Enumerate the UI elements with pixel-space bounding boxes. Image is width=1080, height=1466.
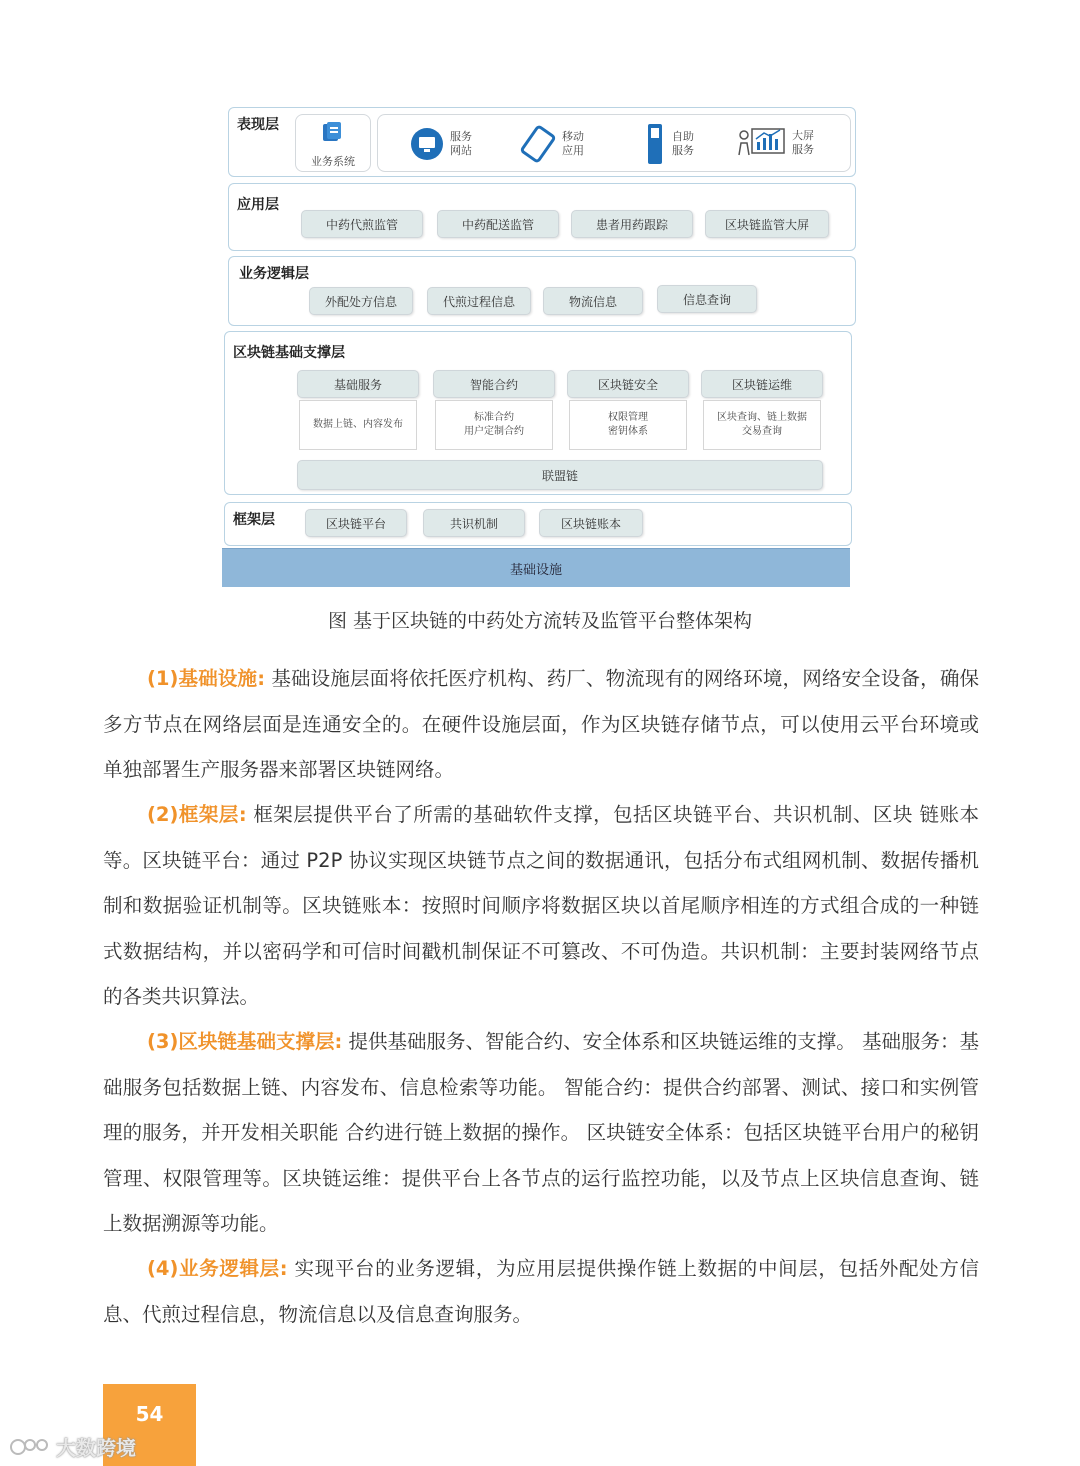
channel-label: 移动 应用 — [562, 130, 584, 157]
layer-title: 应用层 — [237, 197, 279, 213]
layer-title: 区块链基础支撑层 — [233, 345, 345, 361]
paragraph-label: (3)区块链基础支撑层: — [147, 1030, 343, 1053]
business-logic-layer — [228, 256, 856, 326]
module-title: 智能合约 — [433, 370, 555, 398]
application-layer — [228, 183, 856, 251]
figure-caption: 图 基于区块链的中药处方流转及监管平台整体架构 — [327, 610, 753, 632]
framework-item: 区块链账本 — [539, 509, 643, 537]
blockchain-support-layer — [224, 331, 852, 495]
app-item: 中药配送监管 — [437, 210, 559, 238]
channel-kiosk — [646, 123, 694, 165]
paragraph-label: (4)业务逻辑层: — [147, 1257, 288, 1280]
document-icon — [321, 121, 343, 143]
channel-label: 服务 网站 — [450, 130, 472, 157]
bigscreen-icon — [736, 125, 788, 161]
paragraph-business-logic — [103, 1246, 979, 1337]
module-title: 区块链安全 — [567, 370, 689, 398]
channel-label: 自助 服务 — [672, 130, 694, 157]
module-detail: 标准合约 用户定制合约 — [435, 400, 553, 450]
channel-bigscreen — [736, 125, 814, 161]
app-item: 患者用药跟踪 — [571, 210, 693, 238]
app-item: 中药代煎监管 — [301, 210, 423, 238]
paragraph-text: 基础设施层面将依托医疗机构、药厂、物流现有的网络环境，网络安全设备，确保多方节点在网络层面是连通安全的。在硬件设施层面，作为区块链存储节点，可以使用云平台环境或单独部署生产服务器来部署区块链网络。 — [103, 667, 979, 781]
watermark — [8, 1432, 136, 1461]
layer-title: 框架层 — [233, 512, 275, 528]
layer-title: 业务逻辑层 — [239, 266, 309, 282]
module-title: 基础服务 — [297, 370, 419, 398]
module-detail: 权限管理 密钥体系 — [569, 400, 687, 450]
infrastructure-bar: 基础设施 — [222, 548, 850, 587]
logic-item: 信息查询 — [657, 285, 757, 313]
paragraph-text: 实现平台的业务逻辑，为应用层提供操作链上数据的中间层，包括外配处方信息、代煎过程信息，物流信息以及信息查询服务。 — [103, 1257, 979, 1326]
kiosk-icon — [646, 123, 664, 165]
paragraph-blockchain-support — [103, 1019, 979, 1247]
paragraph-text: 提供基础服务、智能合约、安全体系和区块链运维的支撑。 基础服务：基础服务包括数据上链、内容发布、信息检索等功能。 智能合约：提供合约部署、测试、接口和实例管理的服务，并开发相关职能 合约进行链上数据的操作。 区块链安全体系：包括区块链平台用户的秘钥管理、权限管理等。区块链运维：提供平台上各节点的运行监控功能，以及节点上区块信息查询、链上数据溯源等功能。 — [103, 1030, 979, 1235]
page-number-text: 54 — [135, 1402, 164, 1426]
alliance-chain-bar: 联盟链 — [297, 460, 823, 490]
channel-label: 大屏 服务 — [792, 129, 814, 156]
biz-system-box — [295, 114, 371, 172]
logic-item: 代煎过程信息 — [427, 287, 531, 315]
module-title: 区块链运维 — [701, 370, 823, 398]
monitor-icon — [410, 127, 444, 161]
presentation-layer — [228, 107, 856, 177]
paragraph-infrastructure — [103, 656, 979, 793]
logic-item: 物流信息 — [543, 287, 643, 315]
channel-mobile — [518, 125, 584, 163]
watermark-text: 大数跨境 — [56, 1436, 136, 1460]
module-detail: 数据上链、内容发布 — [299, 400, 417, 450]
paragraph-framework — [103, 792, 979, 1020]
paragraph-label: (2)框架层: — [147, 803, 247, 826]
framework-layer — [224, 502, 852, 546]
channels-box — [377, 114, 851, 172]
watermark-logo-icon — [8, 1436, 52, 1458]
paragraph-text: 框架层提供平台了所需的基础软件支撑，包括区块链平台、共识机制、区块 链账本等。区块链平台：通过 P2P 协议实现区块链节点之间的数据通讯，包括分布式组网机制、数据传播机制和数据验证机制等。区块链账本：按照时间顺序将数据区块以首尾顺序相连的方式组合成的一种链式数据结构，并以密码学和可信时间戳机制保证不可篡改、不可伪造。共识机制：主要封装网络节点的各类共识算法。 — [103, 803, 979, 1008]
logic-item: 外配处方信息 — [309, 287, 413, 315]
channel-website — [410, 127, 472, 161]
layer-title: 表现层 — [237, 117, 279, 133]
framework-item: 共识机制 — [423, 509, 525, 537]
architecture-diagram — [222, 105, 858, 587]
module-detail: 区块查询、链上数据 交易查询 — [703, 400, 821, 450]
framework-item: 区块链平台 — [305, 509, 407, 537]
mobile-icon — [518, 125, 558, 163]
biz-system-label: 业务系统 — [311, 155, 355, 168]
app-item: 区块链监管大屏 — [705, 210, 829, 238]
paragraph-label: (1)基础设施: — [147, 667, 265, 690]
